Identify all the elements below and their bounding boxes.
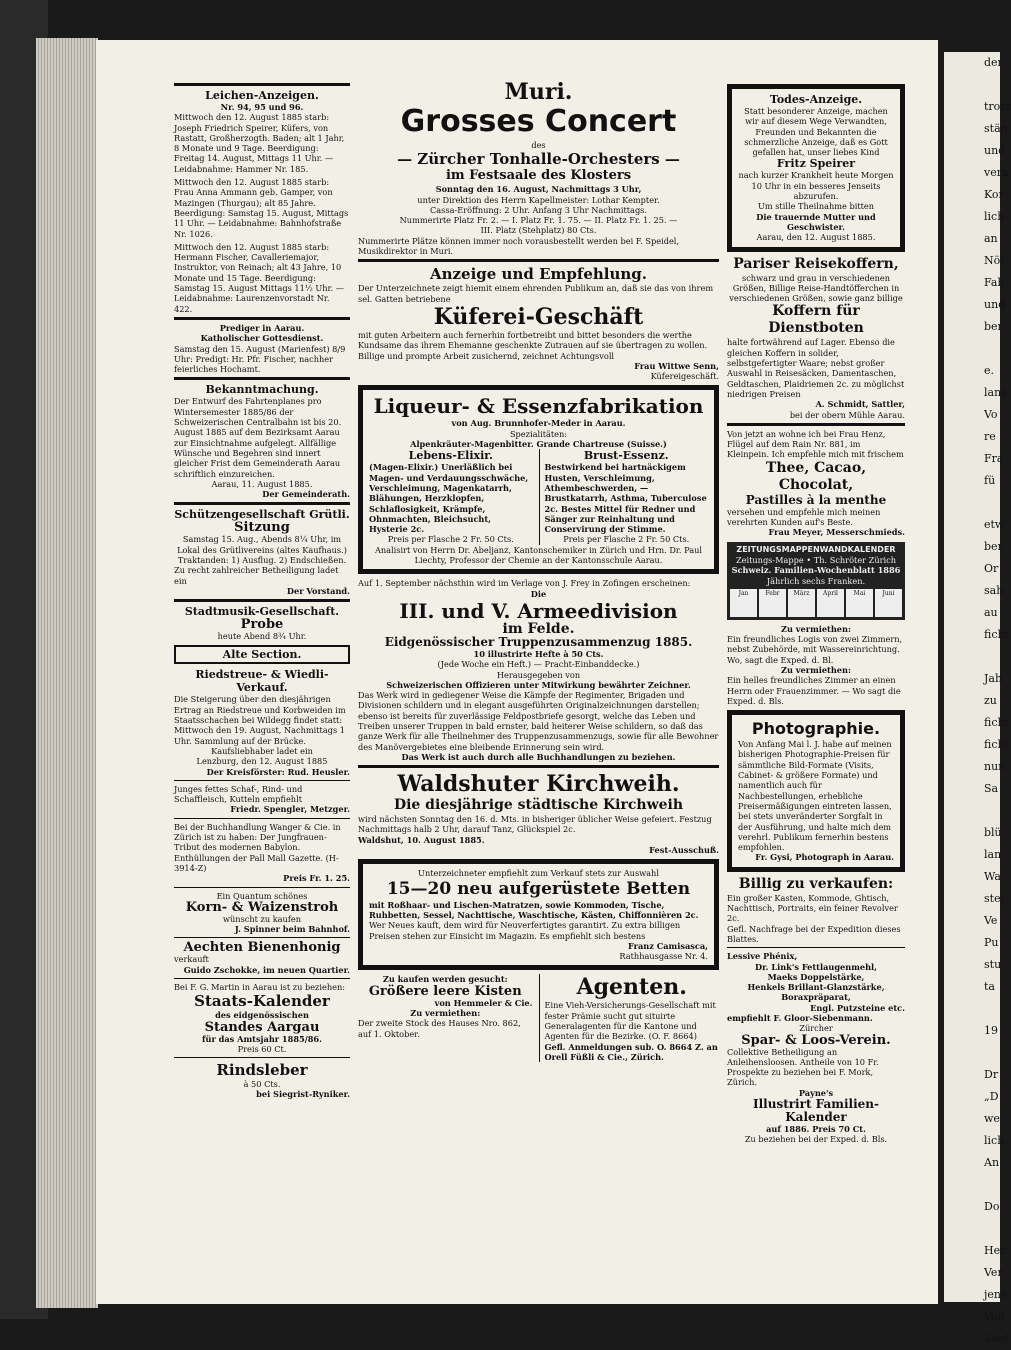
armee-subtitle: im Felde. xyxy=(502,620,575,637)
facing-page-text-fragment: lich xyxy=(984,210,1005,223)
facing-page-text-fragment: Dr xyxy=(984,1068,999,1081)
sitzung-traktanden: Traktanden: 1) Ausflug. 2) Endschießen. xyxy=(177,554,347,565)
armee-end: Das Werk ist auch durch alle Buchhandlungen zu beziehen. xyxy=(401,751,676,762)
death-notice: Mittwoch den 12. August 1885 starb: Hermann Fischer, Cavalleriemajor, Instruktor, von Reinach; alt 43 Jahre, 10 Monate und 15 Tage. Beerdigung: Samstag 15. August Mittags 11½ Uhr. — Leidabnahme: Laurenzenvorstadt Nr. 422. xyxy=(174,241,344,314)
wanger-text: Bei der Buchhandlung Wanger & Cie. in Zürich ist zu haben: Der Jungfrauen-Tribut des modernen Babylon. Enthüllungen der Pall Mall Gazette. (H-3914-Z) xyxy=(174,821,341,873)
rindsleber-title: Rindsleber xyxy=(216,1061,308,1080)
facing-page-text-fragment: ber xyxy=(984,540,1003,553)
bekanntmachung-signature: Der Gemeinderath. xyxy=(262,489,350,500)
photo-title: Photographie. xyxy=(751,719,881,739)
facing-page-text-fragment: Sa xyxy=(984,782,999,795)
facing-page-text-fragment: Do xyxy=(984,1200,1000,1213)
pariser-title: Pariser Reisekoffern, xyxy=(733,255,899,272)
divider xyxy=(174,978,350,979)
facing-page-text-fragment: e. xyxy=(984,364,995,377)
concert-cassa: Cassa-Eröffnung: 2 Uhr. Anfang 3 Uhr Nachmittags. xyxy=(430,204,647,215)
lebens-text: (Magen-Elixir.) Unerläßlich bei Magen- und Verdauungsschwäche, Verschleimung, Magenkatarrh, Blähungen, Herzklopfen, Schlaflosigkeit, Krämpfe, Ohnmachten, Bleichsucht, Hysterie 2c. xyxy=(369,462,529,535)
concert-prices: Nummerirte Platz Fr. 2. — I. Platz Fr. 1. 75. — II. Platz Fr. 1. 25. — xyxy=(399,215,678,226)
facing-page-text-fragment: etw xyxy=(984,518,1005,531)
liqueur-ad xyxy=(358,385,719,574)
todes-title: Todes-Anzeige. xyxy=(769,93,863,106)
facing-page-text-fragment: we xyxy=(984,1112,1000,1125)
phoenix-line: Henkels Brillant-Glanzstärke, xyxy=(747,982,885,993)
facing-page-text-fragment: blü xyxy=(984,826,1002,839)
kirchweih-title: Waldshuter Kirchweih. xyxy=(397,771,680,798)
verm2-text: Ein helles freundliches Zimmer an einen Herrn oder Frauenzimmer. — Wo sagt die Exped. d. Bls. xyxy=(727,675,901,706)
facing-page-text-fragment: ber xyxy=(984,320,1003,333)
betten-text: mit Roßhaar- und Lischen-Matratzen, sowie Kommoden, Tische, Ruhbetten, Sessel, Nachttische, Waschtische, Kästen, Chiffonnièren 2c. xyxy=(369,899,699,920)
schaf-text: Junges fettes Schaf-, Rind- und Schaffleisch, Kutteln empfiehlt xyxy=(174,783,303,805)
photo-signature: Fr. Gysi, Photograph in Aarau. xyxy=(755,852,894,863)
todes-text3: Um stille Theilnahme bitten xyxy=(757,201,875,212)
riedstreue-title: Riedstreue- & Wiedli-Verkauf. xyxy=(195,668,329,695)
brust-title: Brust-Essenz. xyxy=(583,449,669,463)
facing-page-text-fragment: fü xyxy=(984,474,996,487)
staats-kalender-title: Staats-Kalender xyxy=(194,992,330,1011)
koffern-text: halte fortwährend auf Lager. Ebenso die gleichen Koffern in solider, selbstgefertigter Waare; nebst großer Auswahl in Reisesäcken, Damentaschen, Geldtaschen, Plaidriemen 2c. zu möglichst niedrigen Preisen xyxy=(727,337,905,399)
betten-text2: Wer Neues kauft, dem wird für Neuverfertigtes garantirt. Zu extra billigen Preisen stehen zur Einsicht im Magazin. Es empfiehlt sich bestens xyxy=(369,920,681,941)
rindsleber-signature: bei Siegrist-Ryniker. xyxy=(256,1089,350,1100)
facing-page-text-fragment: stel xyxy=(984,892,1005,905)
thee-intro: Von jetzt an wohne ich bei Frau Henz, Flügel auf dem Rain Nr. 881, im Kleinpein. Ich empfehle mich mit frischem xyxy=(727,428,904,460)
armee-hg2: Schweizerischen Offizieren unter Mitwirkung bewährter Zeichner. xyxy=(386,679,691,690)
agenten-text2: Gefl. Anmeldungen sub. O. 8664 Z. an Orell Füßli & Cie., Zürich. xyxy=(544,1041,718,1062)
concert-place: im Festsaale des Klosters xyxy=(445,168,632,184)
calendar-price: Jährlich sechs Franken. xyxy=(766,575,866,586)
concert-director: unter Direktion des Herrn Kapellmeister: Lothar Kempter. xyxy=(417,194,660,205)
facing-page-text-fragment: 19 xyxy=(984,1024,998,1037)
billig-title: Billig zu verkaufen: xyxy=(738,875,894,892)
leichen-number: Nr. 94, 95 und 96. xyxy=(220,102,304,112)
facing-page-text-fragment: stu xyxy=(984,958,1002,971)
divider xyxy=(358,259,719,262)
armee-subtitle2: Eidgenössischer Truppenzusammenzug 1885. xyxy=(384,634,693,649)
armee-die: Die xyxy=(530,588,547,599)
facing-page-text-fragment: lant xyxy=(984,386,1006,399)
armee-title: III. und V. Armeedivision xyxy=(399,598,678,623)
wanger-price: Preis Fr. 1. 25. xyxy=(283,873,350,884)
lebens-price: Preis per Flasche 2 Fr. 50 Cts. xyxy=(387,534,514,545)
anzeige-title: Anzeige und Empfehlung. xyxy=(430,265,647,284)
sitzung-invite: Zu recht zahlreicher Betheiligung ladet ein xyxy=(174,565,339,586)
rindsleber-price: à 50 Cts. xyxy=(243,1079,281,1090)
facing-page-text-fragment: ficht xyxy=(984,738,1010,751)
facing-page-text-fragment xyxy=(944,1218,1000,1240)
divider xyxy=(174,317,350,320)
facing-page-text-fragment: und xyxy=(984,298,1006,311)
kirchweih-subtitle: Die diesjährige städtische Kirchweih xyxy=(393,797,684,814)
staats-kalender-year: für das Amtsjahr 1885/86. xyxy=(202,1033,322,1044)
facing-page-text-fragment: trotz xyxy=(984,100,1011,113)
facing-page-text-fragment: ficht xyxy=(984,716,1010,729)
concert-title: Grosses Concert xyxy=(400,104,677,139)
honig-signature: Guido Zschokke, im neuen Quartier. xyxy=(183,964,350,975)
korn-intro: Ein Quantum schönes xyxy=(216,890,308,901)
verm1-text: Ein freundliches Logis von zwei Zimmern, nebst Zubehörde, mit Wassereinrichtung. Wo, sagt die Exped. d. Bl. xyxy=(727,634,903,665)
agenten-text: Eine Vieh-Versicherungs-Gesellschaft mit fester Prämie sucht gut situirte Generalagenten für die Kantone und Agenten für die Bezirke. (O. F. 8664) xyxy=(544,1000,716,1042)
facing-page-text-fragment xyxy=(944,338,1000,360)
vermiethen-text: Der zweite Stock des Hauses Nro. 862, auf 1. Oktober. xyxy=(358,1018,521,1039)
vermiethen-title: Zu vermiethen: xyxy=(410,1008,481,1019)
liqueur-products xyxy=(369,449,708,544)
facing-page-text-fragment: Wa xyxy=(984,870,1001,883)
liqueur-title: Liqueur- & Essenzfabrikation xyxy=(373,394,704,419)
facing-page-text-fragment: an xyxy=(984,232,998,245)
thee-signature: Frau Meyer, Messerschmieds. xyxy=(768,527,905,538)
bottom-ads xyxy=(358,974,719,1062)
phoenix-line: Dr. Link's Fettlaugenmehl, xyxy=(755,961,877,972)
korn-title: Korn- & Waizenstroh xyxy=(185,899,339,915)
lebens-title: Lebens-Elixir. xyxy=(408,449,493,463)
facing-page-text-fragment: ficht xyxy=(984,628,1010,641)
photo-ad xyxy=(727,710,905,872)
facing-page-text-fragment: „D xyxy=(984,1090,999,1103)
facing-page-text-fragment: Fab xyxy=(984,276,1005,289)
divider xyxy=(174,818,350,819)
pariser-text: schwarz und grau in verschiedenen Größen, Billige Reise-Handtöfferchen in verschiedenen Größen, sowie ganz billige xyxy=(729,272,903,304)
page-edges xyxy=(36,38,98,1308)
facing-page-text-fragment: und xyxy=(984,144,1006,157)
phoenix-signature: empfiehlt F. Gloor-Siebenmann. xyxy=(727,1013,873,1023)
probe-title: Probe xyxy=(240,617,284,633)
todes-text: Statt besonderer Anzeige, machen wir auf diesem Wege Verwandten, Freunden und Bekannten die schmerzliche Anzeige, daß es Gott gefallen hat, unser liebes Kind xyxy=(744,106,888,158)
facing-page-text-fragment: stän xyxy=(984,122,1008,135)
facing-page-text-fragment: zu xyxy=(984,694,997,707)
bekanntmachung-title: Bekanntmachung. xyxy=(205,383,319,397)
calendar-inner: Schweiz. Familien-Wochenblatt 1886 xyxy=(731,565,901,576)
todes-anzeige xyxy=(727,84,905,252)
calendar-ad xyxy=(727,542,905,620)
betten-title: 15—20 neu aufgerüstete Betten xyxy=(386,878,691,899)
facing-page-text-fragment: sah xyxy=(984,584,1004,597)
facing-page-text-fragment: ta xyxy=(984,980,995,993)
brust-text: Bestwirkend bei hartnäckigem Husten, Verschleimung, Athembeschwerden, — Brustkatarrh, Asthma, Tuberculose 2c. Bestes Mittel für Redner und Sänger zur Reinhaltung und Conservirung der Stimme. xyxy=(544,462,707,535)
divider xyxy=(358,765,719,768)
stadtmusik-title: Stadtmusik-Gesellschaft. xyxy=(184,605,340,619)
spar-title: Spar- & Loos-Verein. xyxy=(741,1032,891,1048)
calendar-month: Febr xyxy=(759,589,786,617)
facing-page-text-fragment: au xyxy=(984,606,998,619)
kirchweih-date: Waldshut, 10. August 1885. xyxy=(358,834,485,845)
kueferei-title: Küferei-Geschäft xyxy=(433,303,644,330)
phoenix-line: Engl. Putzsteine etc. xyxy=(810,1002,905,1013)
muri-title: Muri. xyxy=(504,79,573,105)
kisten-intro: Zu kaufen werden gesucht: xyxy=(382,974,508,985)
armee-hefte2: (Jede Woche ein Heft.) — Pracht-Einbanddecke.) xyxy=(437,659,640,670)
anzeige-text: Der Unterzeichnete zeigt hiemit einem ehrenden Publikum an, daß sie das von ihrem sel. Gatten betriebene xyxy=(358,283,714,304)
phoenix-line: Lessive Phénix, xyxy=(727,951,798,962)
concert-des: des xyxy=(531,140,546,150)
section-title: Alte Section. xyxy=(174,645,350,664)
kueferei-signature: Frau Wittwe Senn, xyxy=(634,360,719,371)
facing-page-text-fragment: der xyxy=(984,56,1003,69)
liqueur-analysed: Analisirt von Herrn Dr. Abeljanz, Kantonschemiker in Zürich und Hrn. Dr. Paul Liechty, Professor der Chemie an der Kantonsschule Aarau. xyxy=(374,544,703,566)
facing-page-text-fragment: Nöt xyxy=(984,254,1005,267)
facing-page-text-fragment xyxy=(944,1042,1000,1064)
armee-text: Das Werk wird in gediegener Weise die Kämpfe der Regimenter, Brigaden und Divisionen schildern und in elegant ausgeführten Originalzeichnungen darstellen; ebenso ist bereits für zuverlässige Feldpostbriefe gesorgt, welche das Leben und Treiben unserer Truppen in bald ernster, bald heiterer Weise schildern, so daß das ganze Werk für alle Theilnehmer des Truppenzusammenzugs, sowie für alle Bewohner des Manövergebietes eine bleibende Erinnerung sein wird. xyxy=(358,690,719,752)
todes-text2: nach kurzer Krankheit heute Morgen 10 Uhr in ein besseres Jenseits abzurufen. xyxy=(738,170,894,202)
todes-name: Fritz Speirer xyxy=(776,157,856,171)
facing-page-text-fragment: Ver xyxy=(984,1266,1003,1279)
phoenix-line: Boraxpräparat, xyxy=(781,992,851,1003)
facing-page-text-fragment: Her xyxy=(984,1244,1006,1257)
facing-page-text-fragment: Fra xyxy=(984,452,1004,465)
schaf-signature: Friedr. Spengler, Metzger. xyxy=(230,804,350,815)
frey-text: Auf 1. September nächsthin wird im Verlage von J. Frey in Zofingen erscheinen: xyxy=(358,578,691,589)
riedstreue-text: Die Steigerung über den diesjährigen Ertrag an Riedstreue und Korbweiden im Staatsschachen bei Wildegg findet statt: Mittwoch den 19. August, Nachmittags 1 Uhr. Sammlung auf der Brücke. xyxy=(174,694,346,746)
thee-text: versehen und empfehle mich meinen verehrten Kunden auf's Beste. xyxy=(727,506,881,528)
calendar-month: Mai xyxy=(846,589,873,617)
calendar-month: Jan xyxy=(730,589,757,617)
facing-page-text-fragment: An xyxy=(984,1156,1000,1169)
concert-prices2: III. Platz (Stehplatz) 80 Cts. xyxy=(480,225,597,236)
kirchweih-signature: Fest-Ausschuß. xyxy=(649,845,719,856)
facing-page-text-fragment: nun xyxy=(984,760,1006,773)
divider xyxy=(174,780,350,781)
facing-page-text-fragment: verk xyxy=(984,166,1009,179)
riedstreue-invite: Kaufsliebhaber ladet ein xyxy=(211,745,313,756)
martin-text: Bei F. G. Martin in Aarau ist zu beziehen: xyxy=(174,982,345,992)
facing-page-text-fragment: Ve xyxy=(984,914,998,927)
payne-intro: Payne's xyxy=(798,1087,834,1098)
thee-title: Thee, Cacao, Chocolat, xyxy=(765,459,867,493)
prediger-text: Samstag den 15. August (Marienfest) 8/9 Uhr: Predigt: Hr. Pfr. Fischer, nachher feierliches Hochamt. xyxy=(174,343,346,375)
facing-page-text-fragment: Seel xyxy=(984,1332,1009,1345)
riedstreue-date: Lenzburg, den 12. August 1885 xyxy=(196,756,328,767)
sitzung-signature: Der Vorstand. xyxy=(286,585,350,596)
bekanntmachung-date: Aarau, 11. August 1885. xyxy=(211,478,313,489)
facing-page-text-fragment xyxy=(944,998,1000,1020)
todes-date: Aarau, den 12. August 1885. xyxy=(756,232,876,243)
armee-hg: Herausgegeben von xyxy=(496,669,581,680)
calendar-subtitle: Zeitungs-Mappe • Th. Schröter Zürich xyxy=(735,554,897,565)
facing-page-text-fragment xyxy=(944,800,1000,822)
facing-page-text-fragment xyxy=(944,74,1000,96)
koffern-signature2: bei der obern Mühle Aarau. xyxy=(789,409,905,420)
verm1-title: Zu vermiethen: xyxy=(781,623,851,634)
honig-title: Aechten Bienenhonig xyxy=(183,940,341,956)
facing-page-text-fragment xyxy=(944,1174,1000,1196)
staats-kalender-title2: Standes Aargau xyxy=(204,1019,320,1035)
divider xyxy=(174,502,350,505)
billig-text2: Gefl. Nachfrage bei der Expedition dieses Blattes. xyxy=(727,923,901,944)
concert-note: Nummerirte Plätze können immer noch vorausbestellt werden bei F. Speidel, Musikdirektor in Muri. xyxy=(358,235,680,257)
lebens-elixir xyxy=(369,449,533,544)
brust-price: Preis per Flasche 2 Fr. 50 Cts. xyxy=(563,534,690,545)
divider xyxy=(174,937,350,938)
payne-text: Zu beziehen bei der Exped. d. Bls. xyxy=(744,1134,888,1145)
death-notice: Mittwoch den 12. August 1885 starb: Joseph Friedrich Speirer, Küfers, von Rastatt, Großherzogth. Baden; alt 1 Jahr, 8 Monate und 9 Tage. Beerdigung: Freitag 14. August, Mittags 11 Uhr. — Leidabnahme: Hammer Nr. 185. xyxy=(174,112,345,174)
betten-signature2: Rathhausgasse Nr. 4. xyxy=(619,951,708,962)
kisten-ad xyxy=(358,974,533,1062)
armee-hefte: 10 illustrirte Hefte à 50 Cts. xyxy=(473,648,604,659)
riedstreue-signature: Der Kreisförster: Rud. Heusler. xyxy=(206,766,350,777)
billig-text: Ein großer Kasten, Kommode, Ghtisch, Nachttisch, Portraits, ein feiner Revolver 2c. xyxy=(727,892,898,924)
koffern-signature: A. Schmidt, Sattler, xyxy=(815,399,905,410)
agenten-ad xyxy=(539,974,720,1062)
probe-text: heute Abend 8¾ Uhr. xyxy=(217,631,307,642)
thee-subtitle: Pastilles à la menthe xyxy=(745,492,887,507)
liqueur-spec2: Alpenkräuter-Magenbitter. Grande Chartreuse (Suisse.) xyxy=(410,439,667,450)
divider xyxy=(174,599,350,602)
death-notice: Mittwoch den 12. August 1885 starb: Frau Anna Ammann geb. Gamper, von Mazingen (Thurgau); alt 85 Jahre. Beerdigung: Samstag 15. August, Mittags 11 Uhr. — Leidabnahme: Bahnhofstraße Nr. 1026. xyxy=(174,177,349,239)
facing-page-text-fragment xyxy=(944,492,1000,514)
facing-page-text-fragment: Kor xyxy=(984,188,1004,201)
koffern-title: Koffern für Dienstboten xyxy=(768,303,864,337)
payne-year: auf 1886. Preis 70 Ct. xyxy=(766,1124,866,1135)
facing-page-text-fragment: Veit xyxy=(984,1310,1006,1323)
facing-page-text-fragment: re xyxy=(984,430,996,443)
kueferei-signature2: Küfereigeschäft. xyxy=(650,371,719,382)
column-middle xyxy=(358,80,719,1062)
divider xyxy=(727,947,905,948)
spar-intro: Zürcher xyxy=(799,1023,833,1034)
facing-page-text-fragment: jene xyxy=(984,1288,1008,1301)
phoenix-line: Maeks Doppelstärke, xyxy=(767,971,865,982)
facing-page-text-fragment: lan xyxy=(984,848,1002,861)
facing-page-text-fragment: Pu xyxy=(984,936,999,949)
staats-kalender-price: Preis 60 Ct. xyxy=(237,1043,287,1054)
sitzung-text: Samstag 15. Aug., Abends 8¼ Uhr, im Lokal des Grütlivereins (altes Kaufhaus.) xyxy=(177,534,347,555)
prediger-title: Prediger in Aarau. xyxy=(219,322,305,333)
liqueur-by: von Aug. Brunnhofer-Meder in Aarau. xyxy=(451,418,626,429)
todes-signature: Die trauernde Mutter und Geschwister. xyxy=(756,211,876,232)
kisten-by: von Hemmeler & Cie. xyxy=(434,997,533,1008)
divider xyxy=(174,1057,350,1058)
payne-title: Illustrirt Familien-Kalender xyxy=(752,1097,880,1125)
betten-signature: Franz Camisasca, xyxy=(628,940,708,951)
divider xyxy=(174,377,350,380)
concert-orchestra: — Zürcher Tonhalle-Orchesters — xyxy=(397,150,680,169)
betten-ad xyxy=(358,859,719,970)
sitzung-title: Sitzung xyxy=(234,520,290,536)
korn-text: wünscht zu kaufen xyxy=(223,913,301,924)
facing-page-text-fragment: Jah xyxy=(984,672,1003,685)
honig-text: verkauft xyxy=(174,954,209,965)
bekanntmachung-text: Der Entwurf des Fahrtenplanes pro Wintersemester 1885/86 der Schweizerischen Centralbahn ist bis 20. August 1885 auf dem Bezirksamt Aarau zur Einsichtnahme aufgelegt. Allfällige Wünsche und Begehren sind innert gleicher Frist dem Gemeinderath Aarau schriftlich einzureichen. xyxy=(174,396,342,479)
staats-kalender-sub: des eidgenössischen xyxy=(215,1010,309,1021)
leichen-title: Leichen-Anzeigen. xyxy=(205,89,319,102)
calendar-month: April xyxy=(817,589,844,617)
calendar-month: Juni xyxy=(875,589,902,617)
spar-text: Collektive Betheiligung an Anleihensloosen. Antheile von 10 Fr. Prospekte zu beziehen bei F. Mork, Zürich. xyxy=(727,1046,879,1088)
kirchweih-text: wird nächsten Sonntag den 16. d. Mts. in bisheriger üblicher Weise gefeiert. Festzug Nachmittags halb 2 Uhr, darauf Tanz, Glückspiel 2c. xyxy=(358,814,712,835)
kueferei-text: mit guten Arbeitern auch fernerhin fortbetreibt und bittet besonders die werthe Kundsame das ihrem Ehemanne geschenkte Zutrauen auf sie übertragen zu wollen. Billige und prompte Arbeit zusichernd, zeichnet Achtungsvoll xyxy=(358,329,708,361)
column-right xyxy=(727,80,905,1145)
verm2-title: Zu vermiethen: xyxy=(781,664,851,675)
calendar-month: März xyxy=(788,589,815,617)
kisten-title: Größere leere Kisten xyxy=(368,983,522,999)
facing-page-text-fragment: Vo xyxy=(984,408,998,421)
facing-page-text-fragment: lich xyxy=(984,1134,1005,1147)
betten-intro: Unterzeichneter empfiehlt zum Verkauf stets zur Auswahl xyxy=(418,868,659,879)
divider xyxy=(174,887,350,888)
column-left xyxy=(174,80,350,1100)
divider xyxy=(727,423,905,426)
divider xyxy=(174,83,350,86)
concert-when: Sonntag den 16. August, Nachmittags 3 Uhr, xyxy=(435,184,642,195)
agenten-title: Agenten. xyxy=(576,974,687,1001)
calendar-months xyxy=(730,589,902,617)
facing-page-fragment xyxy=(944,52,1011,1345)
photo-text: Von Anfang Mai l. J. habe auf meinen bisherigen Photographie-Preisen für sämmtliche Bild-Formate (Visits, Cabinet- & größere Formate) und namentlich auch für Nachbestellungen, erhebliche Preisermäßigungen eintreten lassen, bei stets unveränderter Sorgfalt in der Ausführung, und halte mich dem verehrl. Publikum fernerhin bestens empfohlen. xyxy=(738,739,892,853)
calendar-title: ZEITUNGSMAPPENWANDKALENDER xyxy=(736,544,896,554)
facing-page-text-fragment xyxy=(944,646,1000,668)
prediger-subtitle: Katholischer Gottesdienst. xyxy=(200,333,324,344)
facing-page-text-fragment: Or xyxy=(984,562,999,575)
brust-essenz xyxy=(539,449,709,544)
liqueur-spec: Spezialitäten: xyxy=(509,428,568,439)
korn-signature: J. Spinner beim Bahnhof. xyxy=(234,924,350,935)
schuetzen-title: Schützengesellschaft Grütli. xyxy=(174,508,350,522)
